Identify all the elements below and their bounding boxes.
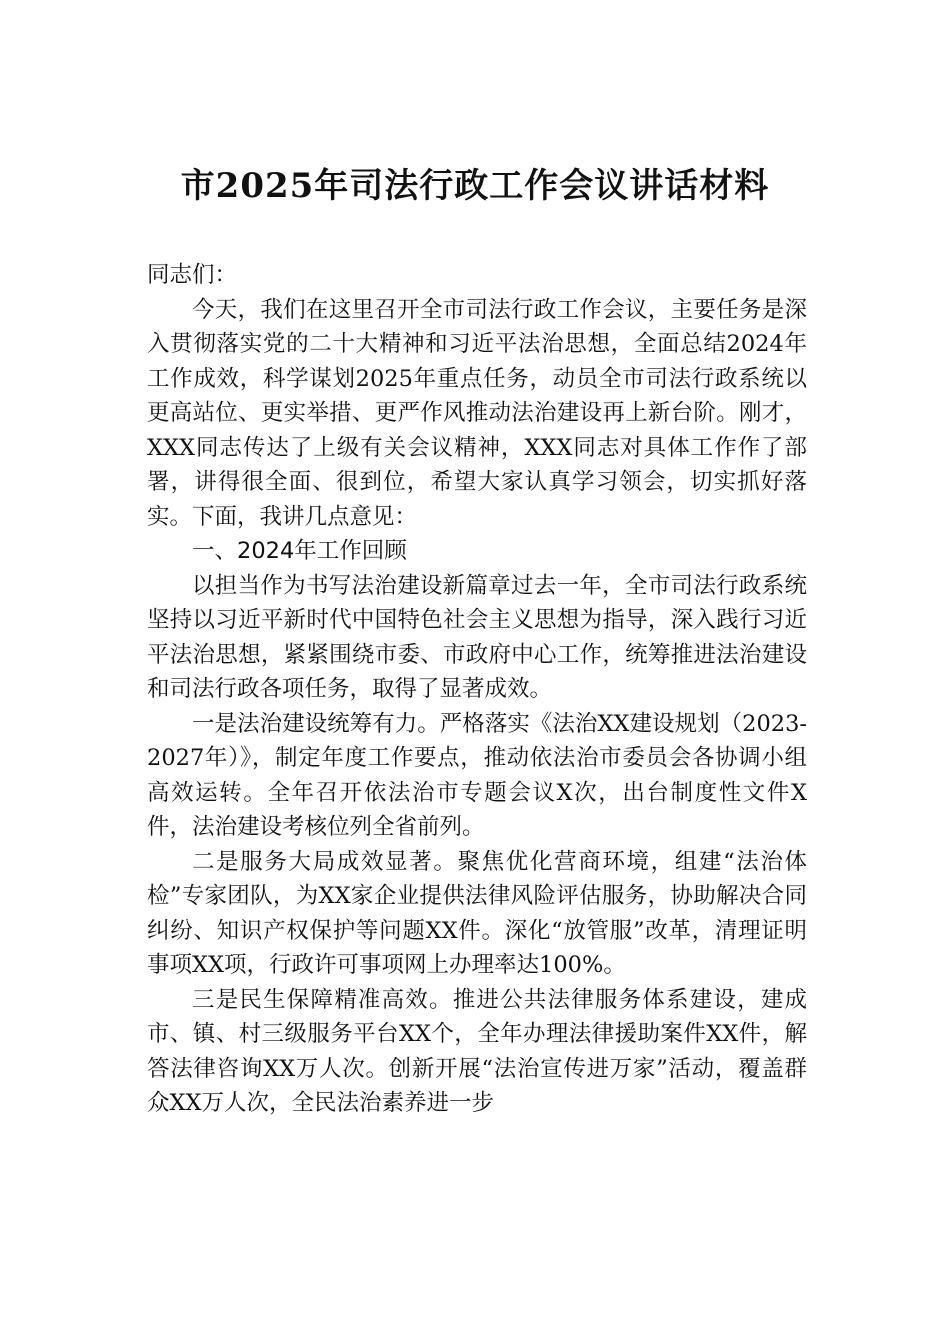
document-title: 市2025年司法行政工作会议讲话材料	[180, 166, 770, 206]
document-body	[147, 258, 807, 1121]
salutation: 同志们：	[147, 262, 238, 288]
section-heading: 一、2024年工作回顾	[192, 538, 407, 564]
section-paragraph-service: 二是服务大局成效显著。聚焦优化营商环境，组建“法治体检”专家团队，为XX家企业提供法律风险评估服务，协助解决合同纠纷、知识产权保护等问题XX件。深化“放管服”改革，清理证明事项XX项，行政许可事项网上办理率达100%。	[147, 848, 807, 978]
section-paragraph-rule-of-law: 一是法治建设统筹有力。严格落实《法治XX建设规划（2023-2027年）》，制定年度工作要点，推动依法治市委员会各协调小组高效运转。全年召开依法治市专题会议X次，出台制度性文件X件，法治建设考核位列全省前列。	[147, 710, 807, 840]
section-paragraph-overview: 以担当作为书写法治建设新篇章过去一年，全市司法行政系统坚持以习近平新时代中国特色社会主义思想为指导，深入践行习近平法治思想，紧紧围绕市委、市政府中心工作，统筹推进法治建设和司法行政各项任务，取得了显著成效。	[147, 572, 807, 702]
section-paragraph-livelihood: 三是民生保障精准高效。推进公共法律服务体系建设，建成市、镇、村三级服务平台XX个，全年办理法律援助案件XX件，解答法律咨询XX万人次。创新开展“法治宣传进万家”活动，覆盖群众XX万人次，全民法治素养进一步	[147, 986, 807, 1116]
intro-paragraph: 今天，我们在这里召开全市司法行政工作会议，主要任务是深入贯彻落实党的二十大精神和习近平法治思想，全面总结2024年工作成效，科学谋划2025年重点任务，动员全市司法行政系统以更高站位、更实举措、更严作风推动法治建设再上新台阶。刚才，XXX同志传达了上级有关会议精神，XXX同志对具体工作作了部署，讲得很全面、很到位，希望大家认真学习领会，切实抓好落实。下面，我讲几点意见：	[147, 296, 807, 530]
